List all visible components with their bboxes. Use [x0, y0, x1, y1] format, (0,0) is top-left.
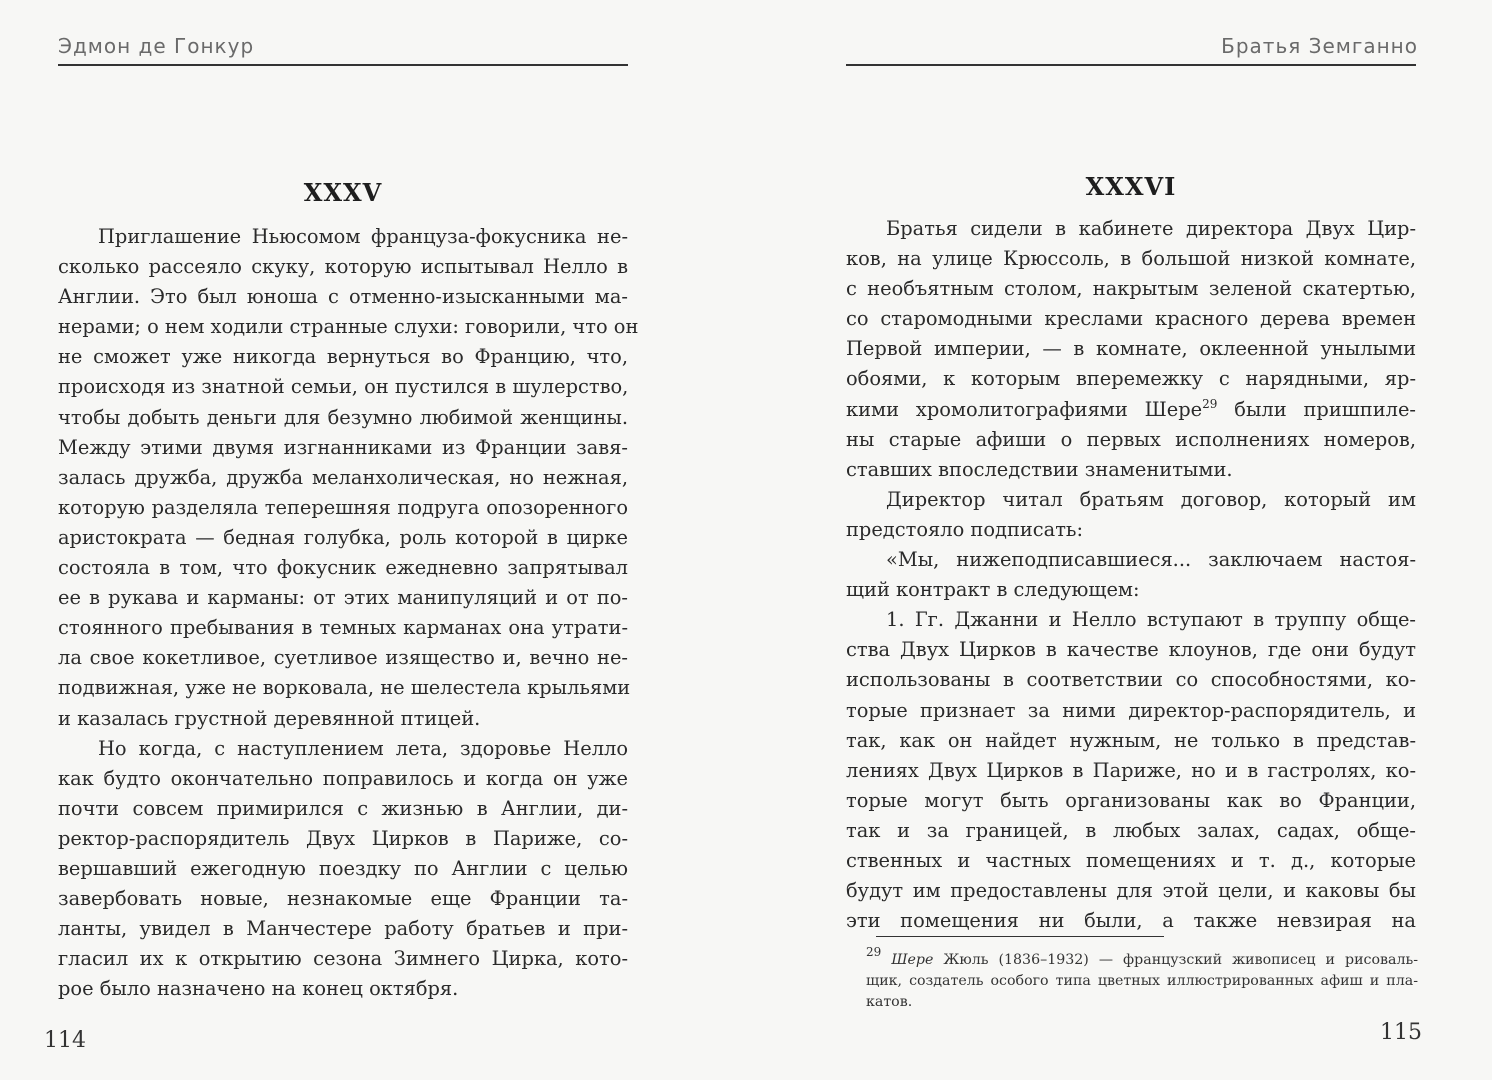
text-line: ны старые афиши о первых исполнениях номеров, — [846, 427, 1416, 451]
chapter-heading: XXXV — [303, 178, 383, 207]
text-line: так, как он найдет нужным, не только в представ- — [846, 728, 1416, 752]
header-rule — [846, 64, 1416, 66]
text-line: ректор-распорядитель Двух Цирков в Париже, со- — [58, 826, 628, 850]
text-line: «Мы, нижеподписавшиеся... заключаем настоя- — [886, 548, 1416, 572]
right-page — [746, 0, 1492, 1080]
text-line: с необъятным столом, накрытым зеленой скатертью, — [846, 277, 1416, 301]
body-text — [846, 214, 1416, 936]
text-line: Братья сидели в кабинете директора Двух Цир- — [886, 217, 1416, 240]
text-line: ственных и частных помещениях и т. д., которые — [846, 848, 1416, 872]
text-line: аристократа — бедная голубка, роль которой в цирке — [58, 525, 628, 549]
text-line: залась дружба, дружба меланхолическая, но нежная, — [58, 465, 628, 489]
text-line: сколько рассеяло скуку, которую испытывал Нелло в — [58, 255, 628, 279]
text-line: ков, на улице Крюссоль, в большой низкой комнате, — [846, 247, 1416, 271]
footnote-marker[interactable]: 29 — [1202, 396, 1218, 411]
text-line: не сможет уже никогда вернуться во Францию, что, — [58, 345, 628, 369]
text-line: ставших впоследствии знаменитыми. — [846, 457, 1233, 481]
text-line: нерами; о нем ходили странные слухи: говорили, что он — [58, 315, 639, 339]
text-line: эти помещения ни были, а также невзирая на — [846, 909, 1416, 933]
footnote-line: щик, создатель особого типа цветных иллюстрированных афиш и пла- — [866, 973, 1418, 989]
footnote-text: Жюль (1836–1932) — французский живописец и рисоваль- — [943, 952, 1419, 968]
text-line: которую разделяла теперешняя подруга опозоренного — [58, 495, 628, 519]
text-line: стоянного пребывания в темных карманах она утрати- — [58, 616, 628, 640]
footnote-line — [866, 945, 1419, 971]
text-fragment: были пришпиле- — [1234, 397, 1416, 421]
text-line: состояла в том, что фокусник ежедневно запрятывал — [58, 556, 628, 580]
text-line: торые признает за ними директор-распорядитель, и — [846, 698, 1416, 722]
text-line: как будто окончательно поправилось и когда он уже — [58, 766, 628, 790]
footnote — [866, 945, 1419, 1013]
text-line: ланты, увидел в Манчестере работу братьев и при- — [58, 917, 628, 941]
running-head-author: Эдмон де Гонкур — [58, 34, 255, 58]
text-line: подвижная, уже не ворковала, не шелестела крыльями — [58, 676, 631, 700]
text-line: ла свое кокетливое, суетливое изящество и, вечно не- — [58, 646, 628, 670]
text-line: вершавший ежегодную поездку по Англии с целью — [58, 856, 628, 880]
footnote-number: 29 — [866, 945, 882, 959]
footnote-name: Шере — [891, 952, 934, 968]
text-line: ства Двух Цирков в качестве клоунов, где они будут — [846, 638, 1416, 662]
text-line: Приглашение Ньюсомом француза-фокусника не- — [98, 225, 628, 248]
text-line: использованы в соответствии со способностями, ко- — [846, 668, 1416, 692]
text-line: со старомодными креслами красного дерева времен — [846, 307, 1416, 331]
text-line: завербовать новые, незнакомые еще Франции та- — [58, 887, 628, 911]
text-line: происходя из знатной семьи, он пустился в шулерство, — [58, 375, 629, 399]
text-line: ее в рукава и карманы: от этих манипуляций и от по- — [58, 586, 628, 610]
text-fragment: кими хромолитографиями Шере — [846, 397, 1203, 421]
page-number: 115 — [1380, 1020, 1422, 1045]
text-line: торые могут быть организованы как во Франции, — [846, 788, 1416, 812]
text-line: Англии. Это был юноша с отменно-изысканными ма- — [58, 285, 628, 309]
text-line: будут им предоставлены для этой цели, и каковы бы — [846, 879, 1416, 903]
text-line: Директор читал братьям договор, который им — [886, 487, 1416, 511]
text-line: и казалась грустной деревянной птицей. — [58, 706, 481, 730]
text-line: обоями, к которым вперемежку с нарядными, яр- — [846, 367, 1416, 391]
chapter-heading: XXXVI — [1085, 172, 1177, 201]
body-text — [58, 222, 639, 1004]
page-number: 114 — [44, 1028, 86, 1053]
text-line-with-note — [846, 395, 1416, 425]
text-line: Первой империи, — в комнате, оклеенной унылыми — [846, 337, 1416, 361]
text-line: гласил их к открытию сезона Зимнего Цирка, кото- — [58, 947, 628, 971]
text-line: предстояло подписать: — [846, 517, 1084, 541]
text-line: Между этими двумя изгнанниками из Франции завя- — [58, 435, 628, 459]
text-line: лениях Двух Цирков в Париже, но и в гастролях, ко- — [846, 758, 1416, 782]
text-line: Но когда, с наступлением лета, здоровье Нелло — [98, 736, 628, 760]
header-rule — [58, 64, 628, 66]
running-head-title: Братья Земганно — [1221, 34, 1418, 58]
text-line: 1. Гг. Джанни и Нелло вступают в труппу обще- — [886, 608, 1416, 632]
text-line: чтобы добыть деньги для безумно любимой женщины. — [58, 405, 628, 429]
footnote-rule — [876, 936, 1164, 937]
text-line: так и за границей, в любых залах, садах, обще- — [846, 818, 1416, 842]
text-line: щий контракт в следующем: — [846, 578, 1140, 602]
text-line: почти совсем примирился с жизнью в Англии, ди- — [58, 796, 628, 820]
text-line: рое было назначено на конец октября. — [58, 977, 459, 1001]
footnote-line: катов. — [866, 994, 913, 1010]
